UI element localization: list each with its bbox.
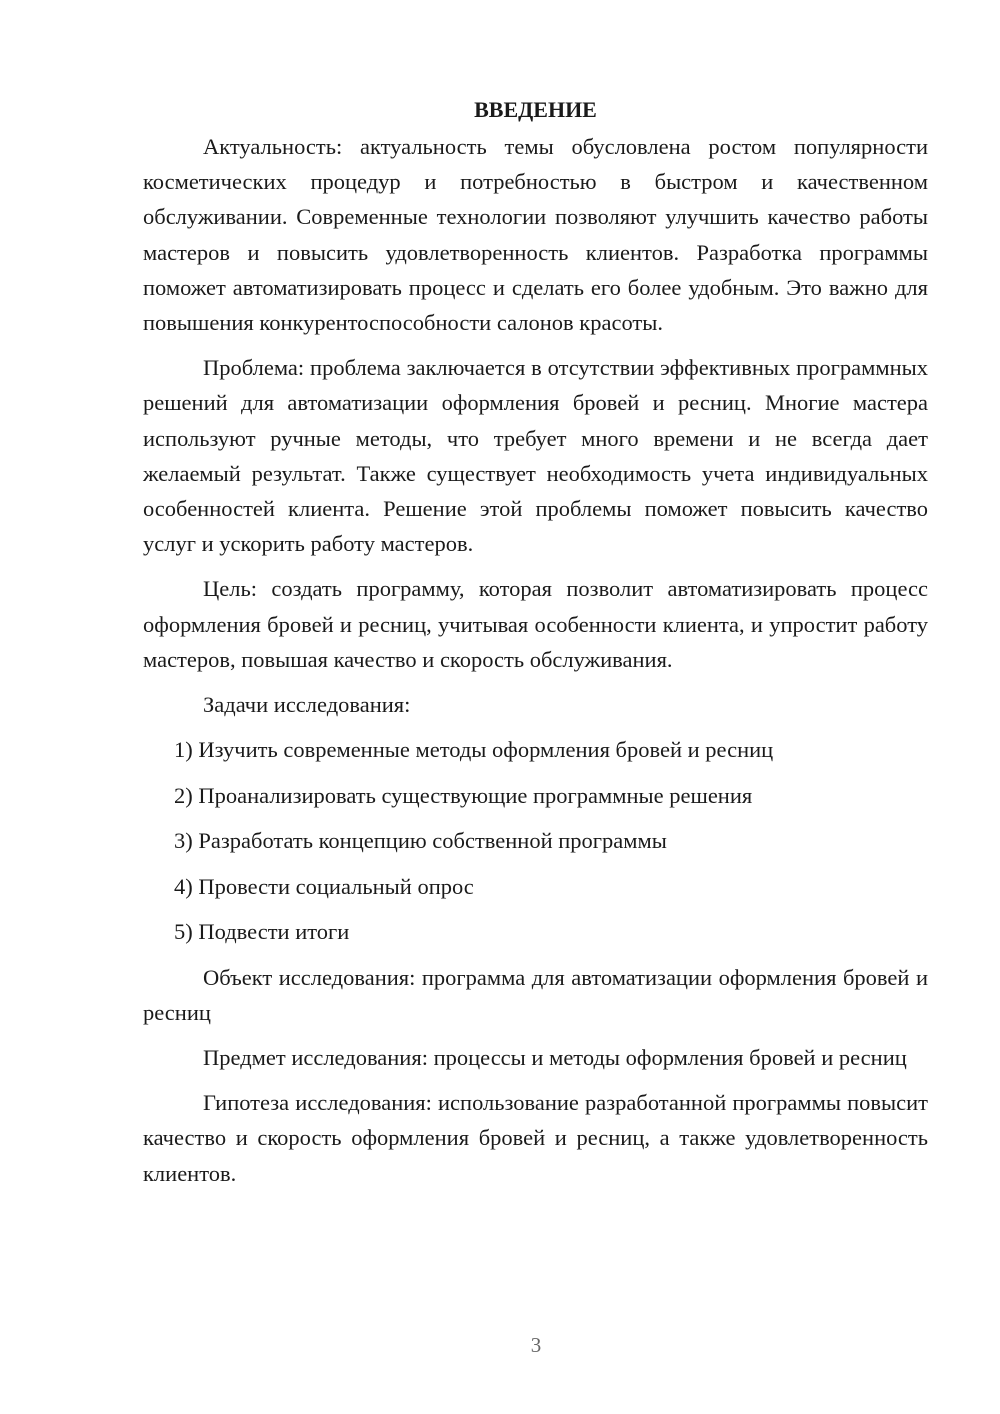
- task-item: 3) Разработать концепцию собственной программы: [174, 828, 667, 854]
- page-content: [143, 95, 928, 1191]
- problem-paragraph: Проблема: проблема заключается в отсутствии эффективных программных решений для автоматизации оформления бровей и ресниц. Многие мастера используют ручные методы, что требует много времени и не всегда дает желаемый результат. Также существует необходимость учета индивидуальных особенностей клиента. Решение этой проблемы поможет повысить качество услуг и ускорить работу мастеров.: [143, 355, 928, 557]
- section-heading: ВВЕДЕНИЕ: [474, 97, 597, 122]
- task-item: 2) Проанализировать существующие программные решения: [174, 782, 753, 808]
- task-item: 5) Подвести итоги: [174, 919, 350, 945]
- hypothesis-paragraph: Гипотеза исследования: использование разработанной программы повысит качество и скорость оформления бровей и ресниц, а также удовлетворенность клиентов.: [143, 1090, 928, 1186]
- relevance-paragraph: Актуальность: актуальность темы обусловлена ростом популярности косметических процедур и потребностью в быстром и качественном обслуживании. Современные технологии позволяют улучшить качество работы мастеров и повысить удовлетворенность клиентов. Разработка программы поможет автоматизировать процесс и сделать его более удобным. Это важно для повышения конкурентоспособности салонов красоты.: [143, 134, 928, 336]
- goal-paragraph: Цель: создать программу, которая позволит автоматизировать процесс оформления бровей и ресниц, учитывая особенности клиента, и упростит работу мастеров, повышая качество и скорость обслуживания.: [143, 576, 928, 672]
- object-paragraph: Объект исследования: программа для автоматизации оформления бровей и ресниц: [143, 964, 928, 1025]
- tasks-title: Задачи исследования:: [203, 692, 411, 718]
- task-item: 1) Изучить современные методы оформления бровей и ресниц: [174, 737, 774, 763]
- page-number: 3: [530, 1333, 542, 1357]
- task-item: 4) Провести социальный опрос: [174, 873, 474, 899]
- subject-paragraph: Предмет исследования: процессы и методы оформления бровей и ресниц: [203, 1044, 907, 1070]
